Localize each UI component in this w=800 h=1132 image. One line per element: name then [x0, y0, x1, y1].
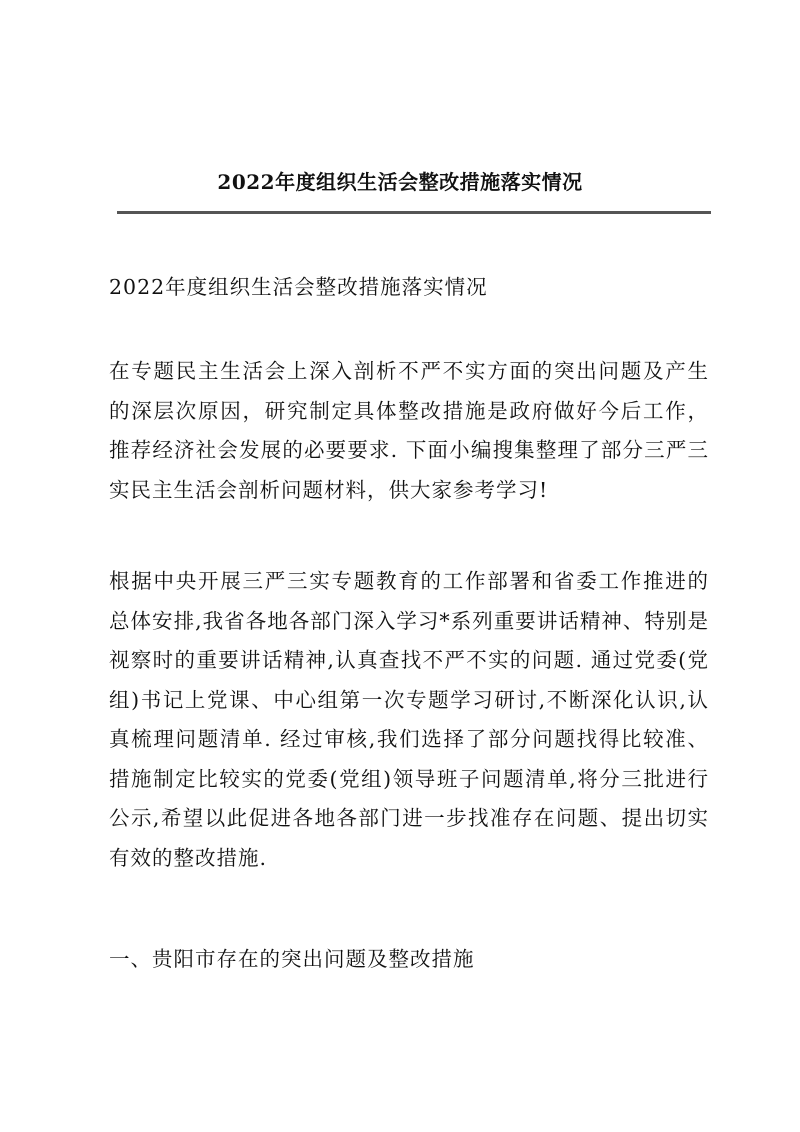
- paragraph-intro: 在专题民主生活会上深入剖析不严不实方面的突出问题及产生的深层次原因，研究制定具体整改措施是政府做好今后工作，推荐经济社会发展的必要要求. 下面小编搜集整理了部分三严三实民主生活会剖析问题材料，供大家参考学习!: [109, 359, 709, 502]
- title-divider: [117, 211, 711, 214]
- document-title: 2022年度组织生活会整改措施落实情况: [217, 170, 583, 194]
- section-heading: 一、贵阳市存在的突出问题及整改措施: [109, 947, 475, 971]
- paragraph-background: 根据中央开展三严三实专题教育的工作部署和省委工作推进的总体安排,我省各地各部门深入学习*系列重要讲话精神、特别是视察时的重要讲话精神,认真查找不严不实的问题. 通过党委(党组)书记上党课、中心组第一次专题学习研讨,不断深化认识,认真梳理问题清单. 经过审核,我们选择了部分问题找得比较准、措施制定比较实的党委(党组)领导班子问题清单,将分三批进行公示,希望以此促进各地各部门进一步找准存在问题、提出切实有效的整改措施.: [109, 569, 709, 870]
- document-subheading: 2022年度组织生活会整改措施落实情况: [109, 275, 488, 299]
